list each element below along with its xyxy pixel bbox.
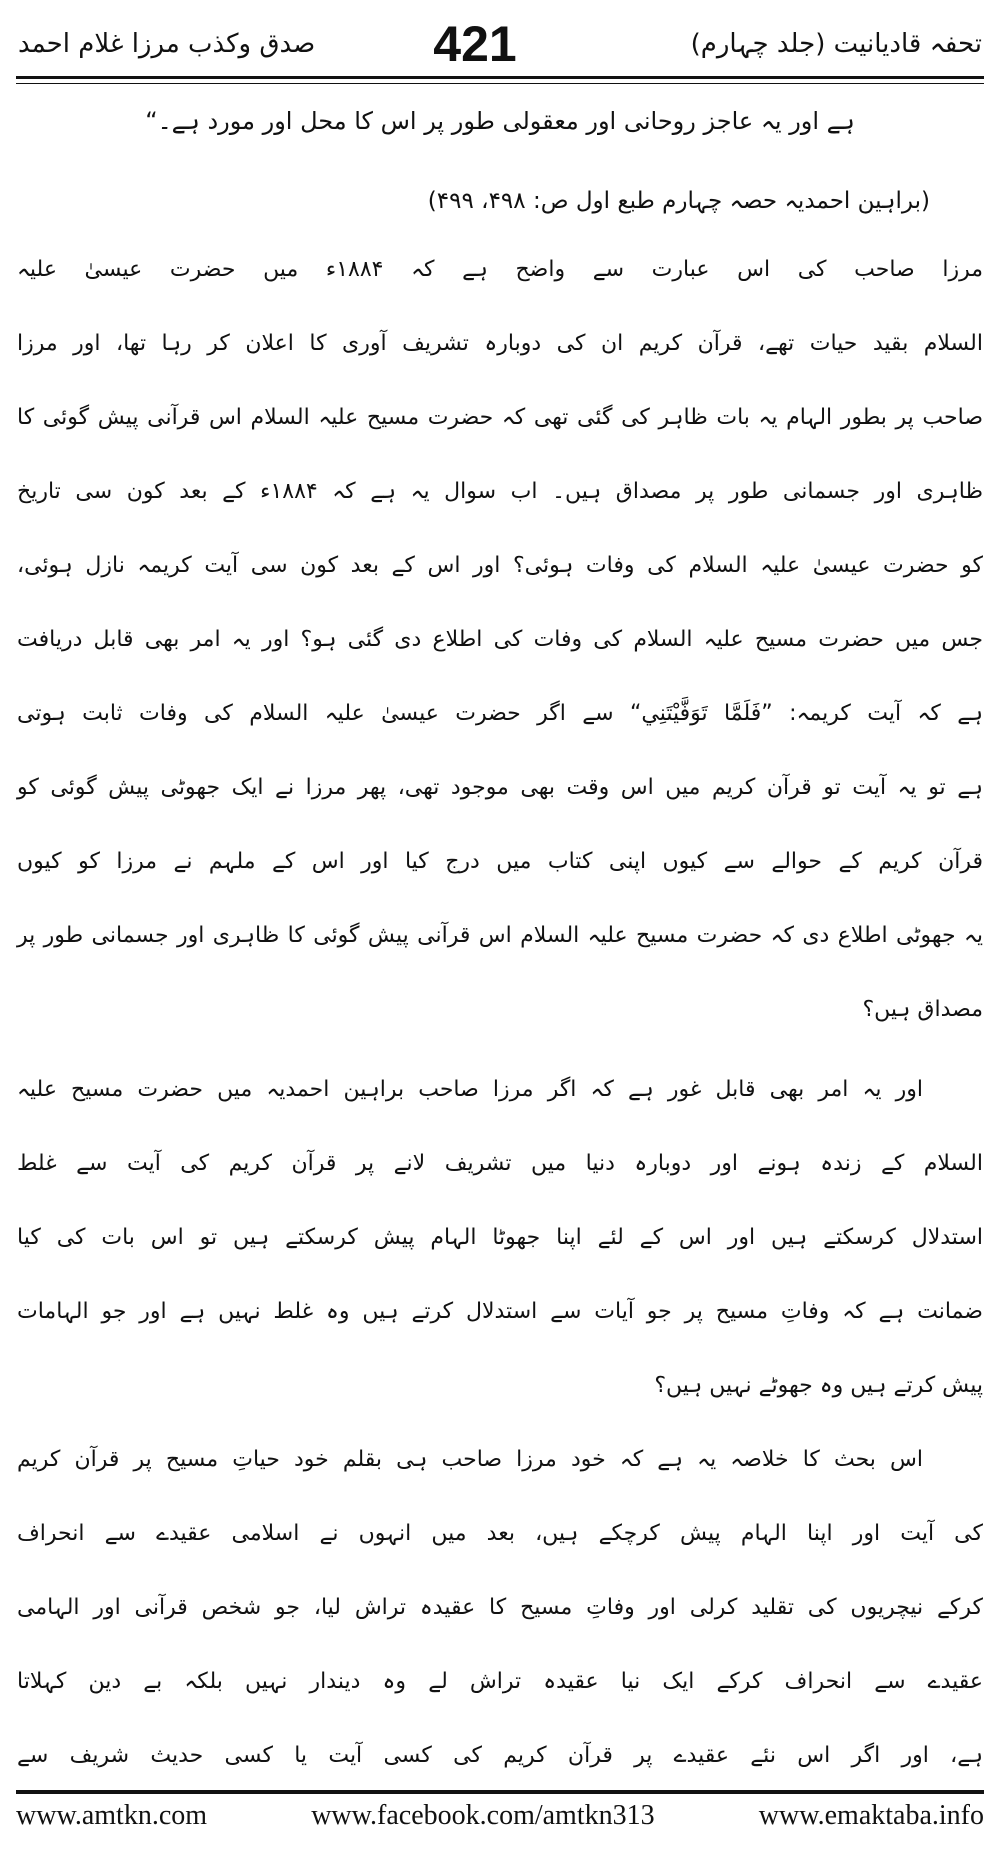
footer-link-amtkn[interactable]: www.amtkn.com bbox=[16, 1800, 208, 1831]
footer-link-facebook[interactable]: www.facebook.com/amtkn313 bbox=[311, 1800, 655, 1831]
header-rule-thin bbox=[16, 83, 984, 84]
citation: (براہین احمدیہ حصہ چہارم طبع اول ص: ۴۹۸، ۴۹۹) bbox=[427, 188, 930, 214]
book-title: تحفہ قادیانیت (جلد چہارم) bbox=[690, 29, 982, 59]
quoted-line: ہے اور یہ عاجز روحانی اور معقولی طور پر اس کا محل اور مورد ہے۔“ bbox=[145, 107, 855, 135]
body-line: السلام بقید حیات تھے، قرآن کریم ان کی دوبارہ تشریف آوری کا اعلان کر رہا تھا، اور مرزا bbox=[17, 331, 983, 356]
body-line: السلام کے زندہ ہونے اور دوبارہ دنیا میں تشریف لانے پر قرآن کریم کی آیت سے غلط bbox=[17, 1151, 983, 1176]
body-line: اس بحث کا خلاصہ یہ ہے کہ خود مرزا صاحب ہی بقلم خود حیاتِ مسیح پر قرآن کریم bbox=[17, 1447, 923, 1472]
body-line: کرکے نیچریوں کی تقلید کرلی اور وفاتِ مسیح کا عقیدہ تراش لیا، جو شخص قرآنی اور الہامی bbox=[17, 1595, 983, 1620]
body-line: ضمانت ہے کہ وفاتِ مسیح پر جو آیات سے استدلال کرتے ہیں وہ غلط نہیں ہے اور جو الہامات bbox=[17, 1299, 983, 1324]
footer-rule bbox=[16, 1790, 984, 1794]
body-line: کو حضرت عیسیٰ علیہ السلام کی وفات ہوئی؟ اور اس کے بعد کون سی آیت کریمہ نازل ہوئی، bbox=[17, 553, 983, 578]
body-line: ظاہری اور جسمانی طور پر مصداق ہیں۔ اب سوال یہ ہے کہ ۱۸۸۴ء کے بعد کون سی تاریخ bbox=[17, 479, 983, 504]
footer-link-emaktaba[interactable]: www.emaktaba.info bbox=[758, 1800, 984, 1831]
body-line: استدلال کرسکتے ہیں اور اس کے لئے اپنا جھوٹا الہام پیش کرسکتے ہیں تو اس بات کی کیا bbox=[17, 1225, 983, 1250]
page-number: 421 bbox=[433, 16, 517, 72]
body-line: جس میں حضرت مسیح علیہ السلام کی وفات کی اطلاع دی گئی ہو؟ اور یہ امر بھی قابل دریافت bbox=[17, 627, 983, 652]
body-line: ہے کہ آیت کریمہ: ”فَلَمَّا تَوَفَّيْتَنِي“ سے اگر حضرت عیسیٰ علیہ السلام کی وفات ثابت ہوتی bbox=[17, 701, 983, 726]
body-line: صاحب پر بطور الہام یہ بات ظاہر کی گئی تھی کہ حضرت مسیح علیہ السلام اس قرآنی پیش گوئی کا bbox=[17, 405, 983, 430]
body-line: کی آیت اور اپنا الہام پیش کرچکے ہیں، بعد میں انہوں نے اسلامی عقیدے سے انحراف bbox=[17, 1521, 983, 1546]
body-line: ہے تو یہ آیت تو قرآن کریم میں اس وقت بھی موجود تھی، پھر مرزا نے ایک جھوٹی پیش گوئی کو bbox=[17, 775, 983, 800]
body-line: عقیدے سے انحراف کرکے ایک نیا عقیدہ تراش لے وہ دیندار نہیں بلکہ بے دین کہلاتا bbox=[17, 1669, 983, 1694]
body-line: قرآن کریم کے حوالے سے کیوں اپنی کتاب میں درج کیا اور اس کے ملہم نے مرزا کو کیوں bbox=[17, 849, 983, 874]
body-line: ہے، اور اگر اس نئے عقیدے پر قرآن کریم کی کسی آیت یا کسی حدیث شریف سے bbox=[17, 1743, 983, 1768]
body-line: پیش کرتے ہیں وہ جھوٹے نہیں ہیں؟ bbox=[654, 1373, 983, 1398]
body-line: یہ جھوٹی اطلاع دی کہ حضرت مسیح علیہ السلام اس قرآنی پیش گوئی کا ظاہری اور جسمانی طور پر bbox=[17, 923, 983, 948]
body-line: مصداق ہیں؟ bbox=[862, 997, 983, 1022]
chapter-title: صدق وکذب مرزا غلام احمد bbox=[18, 29, 316, 59]
body-text bbox=[17, 233, 983, 1793]
body-line: اور یہ امر بھی قابل غور ہے کہ اگر مرزا صاحب براہین احمدیہ میں حضرت مسیح علیہ bbox=[17, 1077, 923, 1102]
body-line: مرزا صاحب کی اس عبارت سے واضح ہے کہ ۱۸۸۴ء میں حضرت عیسیٰ علیہ bbox=[17, 257, 983, 282]
header-rule-thick bbox=[16, 76, 984, 79]
footer bbox=[16, 1796, 984, 1836]
